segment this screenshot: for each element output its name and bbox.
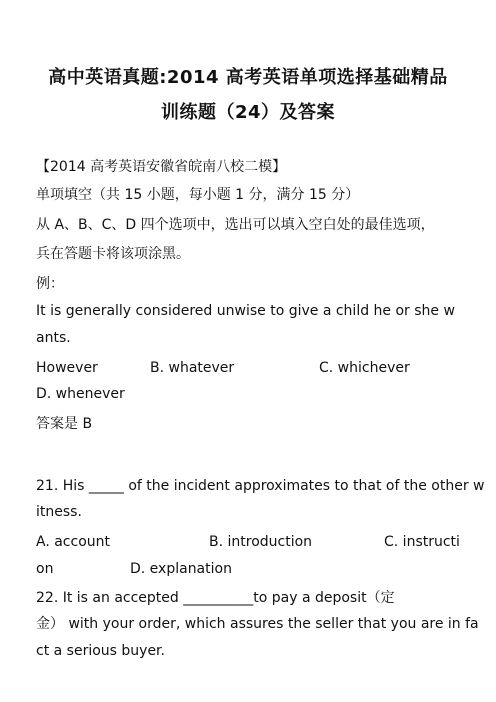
- example-option-c: C. whichever: [319, 360, 410, 376]
- document-title-line-1: 高中英语真题:2014 高考英语单项选择基础精品: [48, 67, 448, 88]
- example-label: 例：: [36, 276, 64, 292]
- example-option-a: However: [36, 360, 98, 376]
- q21-option-a: A. account: [36, 534, 111, 550]
- q21-option-b: B. introduction: [209, 534, 313, 550]
- instructions-line-3: 兵在答题卡将该项涂黑。: [36, 246, 190, 262]
- question-21-line-2: itness.: [36, 504, 82, 520]
- question-22-line-1: 22. It is an accepted __________to pay a deposit（定: [36, 590, 395, 606]
- document-title-line-2: 训练题（24）及答案: [160, 102, 336, 123]
- example-option-d: D. whenever: [36, 386, 125, 402]
- example-answer: 答案是 B: [36, 416, 93, 432]
- instructions-line-1: 单项填空（共 15 小题，每小题 1 分，满分 15 分）: [36, 187, 360, 203]
- source-heading: 【2014 高考英语安徽省皖南八校二模】: [36, 159, 287, 175]
- question-21-line-1: 21. His _____ of the incident approximates to that of the other w: [36, 478, 485, 494]
- question-22-line-3: ct a serious buyer.: [36, 643, 165, 659]
- example-question-line-2: ants.: [36, 330, 71, 346]
- question-22-line-2: 金） with your order, which assures the seller that you are in fa: [36, 616, 479, 632]
- q21-option-d: D. explanation: [130, 561, 232, 577]
- q21-option-c: C. instructi: [384, 534, 460, 550]
- q21-option-c-continued: on: [36, 561, 54, 577]
- instructions-line-2: 从 A、B、C、D 四个选项中，选出可以填入空白处的最佳选项，: [36, 217, 435, 233]
- example-question-line-1: It is generally considered unwise to give a child he or she w: [36, 303, 455, 319]
- example-option-b: B. whatever: [150, 360, 235, 376]
